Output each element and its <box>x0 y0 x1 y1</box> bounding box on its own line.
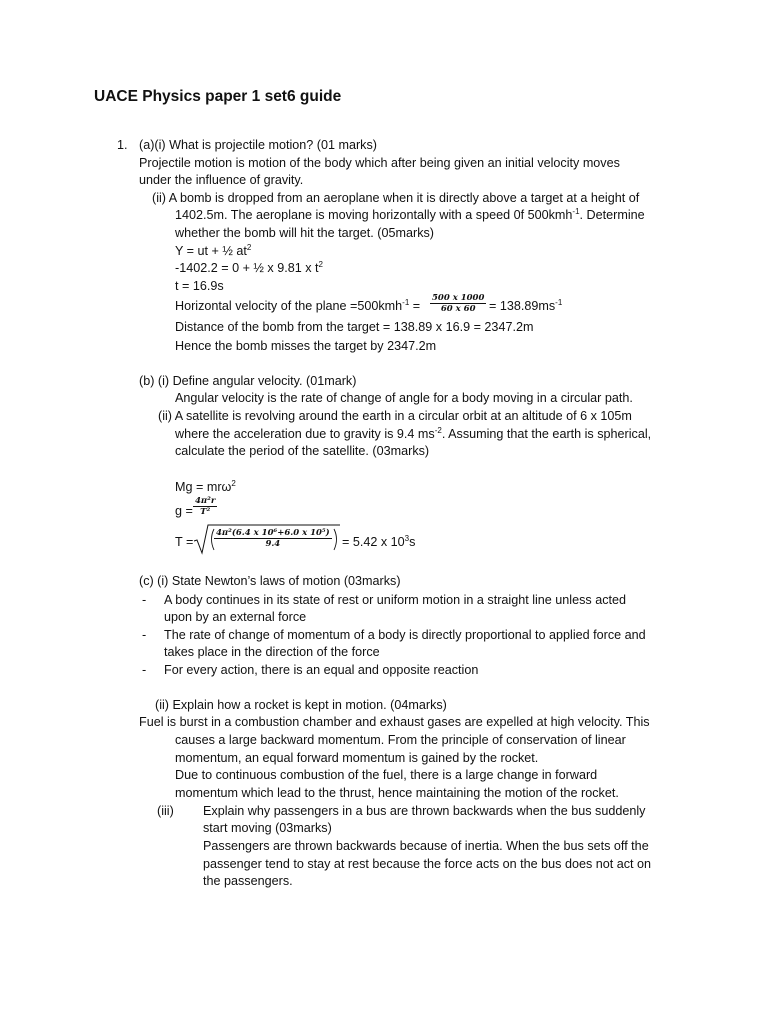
question-c-iii-line1: Explain why passengers in a bus are thrown backwards when the bus suddenly <box>203 804 646 818</box>
horizontal-velocity-label: Horizontal velocity of the plane =500kmh$^{-1}$ = <box>175 298 421 313</box>
law1-line2: upon by an external force <box>164 610 307 624</box>
question-c-ii: (ii) Explain how a rocket is kept in motion. (04marks) <box>155 698 447 712</box>
equation-substitution: -1402.2 = 0 + ½ x 9.81 x $t^2$ <box>175 260 323 275</box>
answer-c-ii-line2: causes a large backward momentum. From the principle of conservation of linear <box>175 733 626 747</box>
law2-line1: The rate of change of momentum of a body is directly proportional to applied force and <box>164 628 646 642</box>
answer-a-i-line1: Projectile motion is motion of the body which after being given an initial velocity moves <box>139 156 620 170</box>
answer-c-ii-line3: momentum, an equal forward momentum is gained by the rocket. <box>175 751 539 765</box>
fraction-numerator: 500 x 1000 <box>432 293 485 303</box>
answer-b-i: Angular velocity is the rate of change of angle for a body moving in a circular path. <box>175 391 633 405</box>
fraction-denominator: 9.4 <box>265 539 281 549</box>
answer-c-iii-line3: the passengers. <box>203 874 293 888</box>
question-b-ii-line2: where the acceleration due to gravity is 9.4 $ms^{-2}$. Assuming that the earth is spherical, <box>175 426 652 441</box>
answer-a-i-line2: under the influence of gravity. <box>139 173 304 187</box>
equation-force-balance: Mg = mrω$^2$ <box>175 479 236 494</box>
question-b-ii-line3: calculate the period of the satellite. (03marks) <box>175 444 430 458</box>
answer-c-ii-line4: Due to continuous combustion of the fuel, there is a large change in forward <box>175 768 598 782</box>
law3: For every action, there is an equal and opposite reaction <box>164 663 479 677</box>
bullet-dash: - <box>142 628 147 642</box>
question-number: 1. <box>117 138 128 152</box>
law1-line1: A body continues in its state of rest or uniform motion in a straight line unless acted <box>164 593 627 607</box>
question-c-iii-label: (iii) <box>157 804 174 818</box>
bomb-distance: Distance of the bomb from the target = 138.89 x 16.9 = 2347.2m <box>175 320 534 334</box>
question-a-ii-line2: 1402.5m. The aeroplane is moving horizontally with a speed 0f 500kmh$^{-1}$. Determine <box>175 207 645 222</box>
question-c-i: (c) (i) State Newton’s laws of motion (03marks) <box>139 574 401 588</box>
answer-c-iii-line1: Passengers are thrown backwards because of inertia. When the bus sets off the <box>203 839 649 853</box>
fraction-numerator: 4π²r <box>195 496 216 506</box>
answer-c-ii-line1: Fuel is burst in a combustion chamber and exhaust gases are expelled at high velocity. This <box>139 715 650 729</box>
answer-c-ii-line5: momentum which lead to the thrust, hence maintaining the motion of the rocket. <box>175 786 619 800</box>
equation-g-label: g = <box>175 504 193 518</box>
bomb-conclusion: Hence the bomb misses the target by 2347.2m <box>175 339 437 353</box>
law2-line2: takes place in the direction of the force <box>164 645 380 659</box>
horizontal-velocity-fraction <box>430 293 486 314</box>
t-fraction <box>214 528 332 549</box>
question-c-iii-line2: start moving (03marks) <box>203 821 332 835</box>
question-b-ii-line1: (ii) A satellite is revolving around the earth in a circular orbit at an altitude of 6 x 105m <box>158 409 632 423</box>
fraction-denominator: 60 x 60 <box>440 304 476 314</box>
fraction-numerator: 4π²(6.4 x 10⁶+6.0 x 10⁵) <box>216 528 330 538</box>
equation-displacement: Y = ut + ½ $at^2$ <box>175 243 252 258</box>
question-a-ii-line1: (ii) A bomb is dropped from an aeroplane when it is directly above a target at a height of <box>152 191 640 205</box>
question-a-i: (a)(i) What is projectile motion? (01 marks) <box>139 138 377 152</box>
bullet-dash: - <box>142 593 147 607</box>
horizontal-velocity-result: = $138.89ms^{-1}$ <box>489 298 563 313</box>
question-a-ii-line3: whether the bomb will hit the target. (05marks) <box>175 226 434 240</box>
g-fraction <box>193 496 217 517</box>
equation-t-label: T = <box>175 535 194 549</box>
bullet-dash: - <box>142 663 147 677</box>
answer-c-iii-line2: passenger tend to stay at rest because the force acts on the bus does not act on <box>203 857 652 871</box>
equation-time: t = 16.9s <box>175 279 224 293</box>
fraction-denominator: T² <box>200 507 211 517</box>
question-b-i: (b) (i) Define angular velocity. (01mark) <box>139 374 357 388</box>
page-title: UACE Physics paper 1 set6 guide <box>94 88 342 105</box>
period-result: = 5.42 x $10^3s$ <box>342 534 416 549</box>
